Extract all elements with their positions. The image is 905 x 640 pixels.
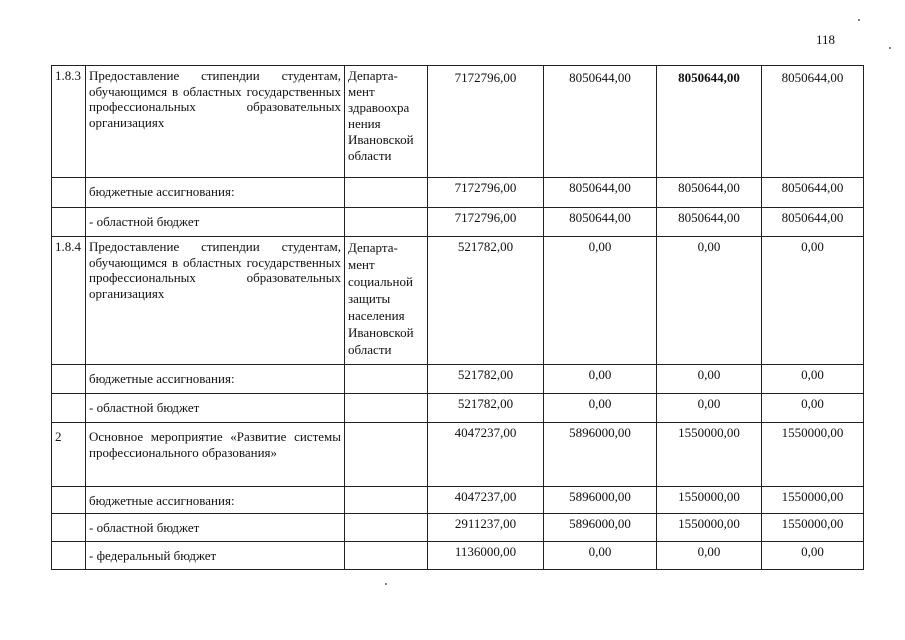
row-value-2: 5896000,00 [544, 514, 657, 542]
table-row [52, 66, 864, 178]
row-value-3: 0,00 [657, 365, 762, 394]
row-value-3: 0,00 [657, 237, 762, 365]
table-row [52, 423, 864, 487]
row-value-3: 8050644,00 [657, 208, 762, 237]
row-name: - областной бюджет [86, 394, 345, 423]
row-value-1: 7172796,00 [428, 208, 544, 237]
row-department [345, 394, 428, 423]
row-value-4: 8050644,00 [762, 66, 864, 178]
row-department [345, 423, 428, 487]
row-value-4: 8050644,00 [762, 208, 864, 237]
row-value-2: 8050644,00 [544, 178, 657, 208]
row-value-2: 5896000,00 [544, 487, 657, 514]
row-value-4: 0,00 [762, 237, 864, 365]
row-index: 2 [52, 423, 86, 487]
scan-speck [385, 583, 387, 585]
row-department: Департа- мент социальной защиты населения Ивановской области [345, 237, 428, 365]
row-name: Предоставление стипендии студентам, обучающимся в областных государственных профессиональных образовательных организациях [86, 237, 345, 365]
row-value-1: 2911237,00 [428, 514, 544, 542]
row-value-4: 0,00 [762, 365, 864, 394]
row-name: - областной бюджет [86, 514, 345, 542]
row-department: Департа- мент здравоохра нения Ивановской области [345, 66, 428, 178]
row-value-3: 8050644,00 [657, 66, 762, 178]
row-value-3: 1550000,00 [657, 514, 762, 542]
row-value-4: 8050644,00 [762, 178, 864, 208]
table-row [52, 365, 864, 394]
row-value-4: 1550000,00 [762, 423, 864, 487]
scan-speck [889, 47, 891, 49]
row-value-2: 8050644,00 [544, 208, 657, 237]
row-name: - областной бюджет [86, 208, 345, 237]
row-index [52, 178, 86, 208]
row-value-1: 1136000,00 [428, 542, 544, 570]
row-value-1: 521782,00 [428, 394, 544, 423]
table-row [52, 394, 864, 423]
row-name: бюджетные ассигнования: [86, 365, 345, 394]
table-row [52, 178, 864, 208]
row-index: 1.8.4 [52, 237, 86, 365]
row-name: бюджетные ассигнования: [86, 178, 345, 208]
row-value-1: 4047237,00 [428, 423, 544, 487]
row-index [52, 514, 86, 542]
row-value-2: 8050644,00 [544, 66, 657, 178]
page-number: 118 [816, 32, 836, 47]
row-name: Основное мероприятие «Развитие системы профессионального образования» [86, 423, 345, 487]
row-value-2: 0,00 [544, 237, 657, 365]
row-department [345, 365, 428, 394]
row-department [345, 542, 428, 570]
row-department [345, 487, 428, 514]
row-value-4: 0,00 [762, 394, 864, 423]
row-name: бюджетные ассигнования: [86, 487, 345, 514]
row-value-3: 0,00 [657, 542, 762, 570]
row-value-1: 7172796,00 [428, 66, 544, 178]
row-value-2: 0,00 [544, 394, 657, 423]
table-row [52, 237, 864, 365]
row-value-4: 1550000,00 [762, 514, 864, 542]
row-value-1: 4047237,00 [428, 487, 544, 514]
row-value-3: 8050644,00 [657, 178, 762, 208]
row-department [345, 178, 428, 208]
row-name: Предоставление стипендии студентам, обучающимся в областных государственных профессиональных образовательных организациях [86, 66, 345, 178]
row-index [52, 208, 86, 237]
table-row [52, 542, 864, 570]
row-name: - федеральный бюджет [86, 542, 345, 570]
row-value-4: 1550000,00 [762, 487, 864, 514]
scan-speck [858, 19, 860, 21]
row-department [345, 208, 428, 237]
budget-table [51, 65, 864, 570]
table-row [52, 487, 864, 514]
row-value-3: 0,00 [657, 394, 762, 423]
row-index [52, 542, 86, 570]
row-value-2: 5896000,00 [544, 423, 657, 487]
row-value-1: 521782,00 [428, 237, 544, 365]
row-value-2: 0,00 [544, 365, 657, 394]
row-index [52, 487, 86, 514]
row-value-4: 0,00 [762, 542, 864, 570]
table-row [52, 514, 864, 542]
row-value-1: 7172796,00 [428, 178, 544, 208]
row-department [345, 514, 428, 542]
row-value-2: 0,00 [544, 542, 657, 570]
row-index [52, 365, 86, 394]
table-row [52, 208, 864, 237]
row-index: 1.8.3 [52, 66, 86, 178]
row-value-3: 1550000,00 [657, 423, 762, 487]
row-index [52, 394, 86, 423]
row-value-3: 1550000,00 [657, 487, 762, 514]
row-value-1: 521782,00 [428, 365, 544, 394]
